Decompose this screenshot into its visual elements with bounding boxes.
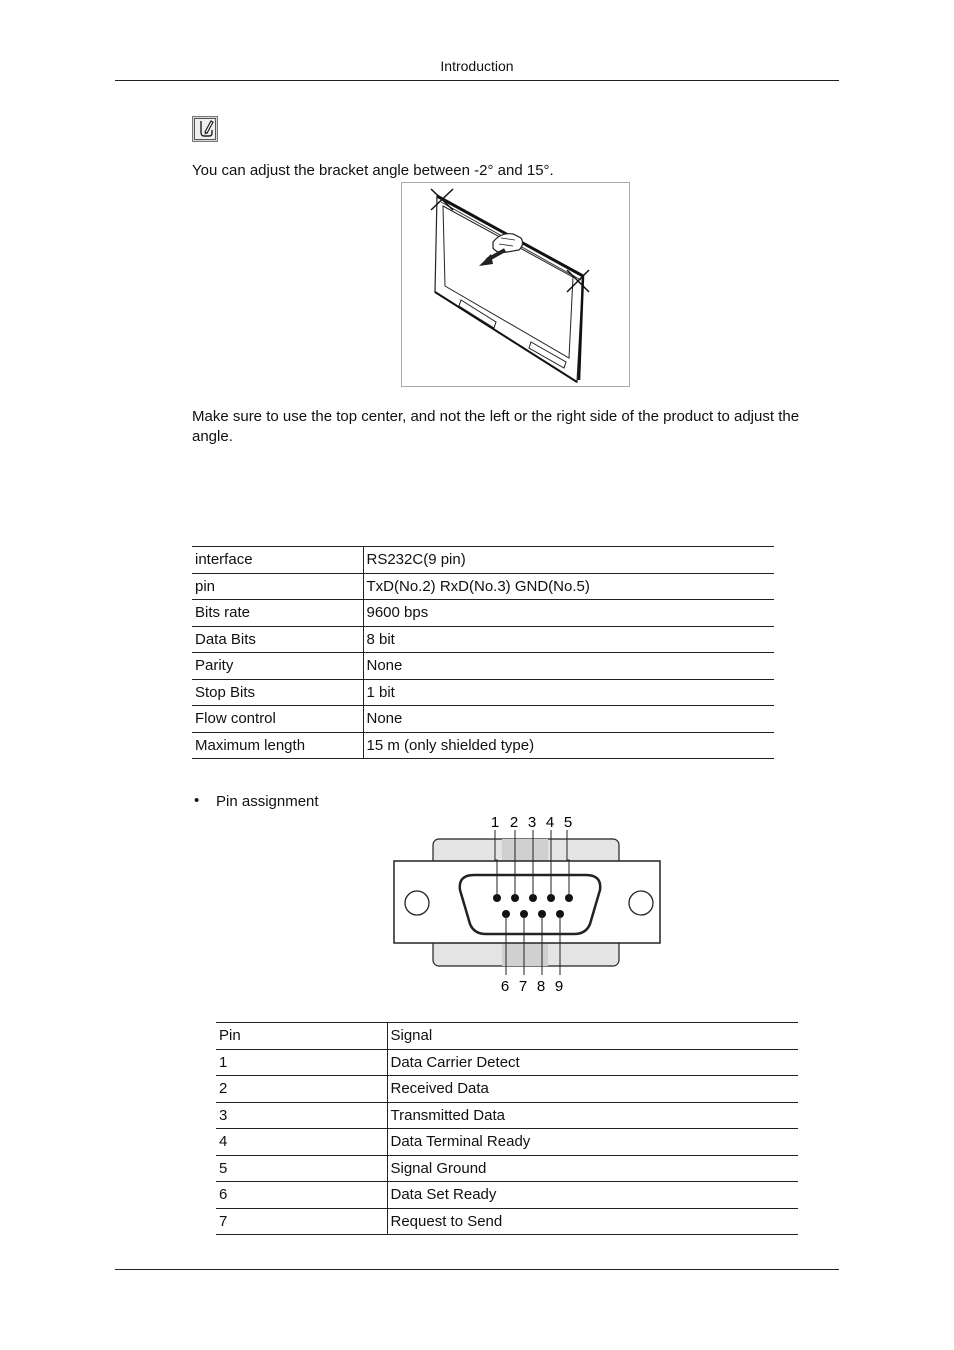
column-header: Signal	[387, 1023, 798, 1050]
table-row	[192, 653, 774, 680]
pin-number: 4	[216, 1129, 387, 1156]
spec-value: 15 m (only shielded type)	[363, 732, 774, 759]
spec-value: 1 bit	[363, 679, 774, 706]
pin-number: 1	[216, 1049, 387, 1076]
pin-number-label: 1	[490, 814, 500, 831]
pin-signal: Data Terminal Ready	[387, 1129, 798, 1156]
table-row	[216, 1182, 798, 1209]
pin-number-label: 9	[554, 978, 564, 995]
footer-rule	[115, 1269, 839, 1270]
table-row	[192, 547, 774, 574]
rs232-spec-table	[192, 546, 774, 759]
spec-key: Maximum length	[192, 732, 363, 759]
header-rule	[115, 80, 839, 81]
pin-number-label: 3	[527, 814, 537, 831]
pin-assignment-label: Pin assignment	[216, 793, 319, 810]
pin-number-label: 5	[563, 814, 573, 831]
note-pencil-icon	[192, 116, 218, 142]
pin-number-label: 6	[500, 978, 510, 995]
spec-value: None	[363, 706, 774, 733]
pin-number: 6	[216, 1182, 387, 1209]
spec-key: interface	[192, 547, 363, 574]
pin-number: 7	[216, 1208, 387, 1235]
table-row	[192, 732, 774, 759]
pin-number: 3	[216, 1102, 387, 1129]
pin-signal-table	[216, 1022, 798, 1235]
pin-signal: Received Data	[387, 1076, 798, 1103]
note-text: You can adjust the bracket angle between -2° and 15°.	[192, 162, 554, 179]
page-header-title: Introduction	[440, 58, 514, 74]
table-row	[216, 1155, 798, 1182]
table-row	[192, 706, 774, 733]
spec-value: 8 bit	[363, 626, 774, 653]
pin-signal: Data Carrier Detect	[387, 1049, 798, 1076]
spec-value: RS232C(9 pin)	[363, 547, 774, 574]
pin-number: 5	[216, 1155, 387, 1182]
pin-signal: Transmitted Data	[387, 1102, 798, 1129]
spec-key: pin	[192, 573, 363, 600]
column-header: Pin	[216, 1023, 387, 1050]
table-row	[192, 626, 774, 653]
table-row	[192, 573, 774, 600]
instruction-text: Make sure to use the top center, and not the left or the right side of the product to adjust the angle.	[192, 408, 800, 445]
spec-value: None	[363, 653, 774, 680]
bracket-angle-illustration	[401, 182, 630, 387]
spec-value: TxD(No.2) RxD(No.3) GND(No.5)	[363, 573, 774, 600]
pin-number-label: 8	[536, 978, 546, 995]
table-row	[192, 600, 774, 627]
pin-number-label: 2	[509, 814, 519, 831]
db9-connector-diagram	[390, 812, 662, 996]
table-row	[216, 1076, 798, 1103]
table-row	[216, 1129, 798, 1156]
bullet-marker: •	[194, 792, 200, 809]
pin-signal: Request to Send	[387, 1208, 798, 1235]
table-row	[216, 1102, 798, 1129]
spec-key: Parity	[192, 653, 363, 680]
table-header-row	[216, 1023, 798, 1050]
pin-number: 2	[216, 1076, 387, 1103]
spec-key: Data Bits	[192, 626, 363, 653]
spec-key: Bits rate	[192, 600, 363, 627]
table-row	[216, 1049, 798, 1076]
table-row	[192, 679, 774, 706]
spec-key: Flow control	[192, 706, 363, 733]
table-row	[216, 1208, 798, 1235]
spec-value: 9600 bps	[363, 600, 774, 627]
pin-number-label: 4	[545, 814, 555, 831]
pin-number-label: 7	[518, 978, 528, 995]
pin-signal: Signal Ground	[387, 1155, 798, 1182]
pin-signal: Data Set Ready	[387, 1182, 798, 1209]
spec-key: Stop Bits	[192, 679, 363, 706]
